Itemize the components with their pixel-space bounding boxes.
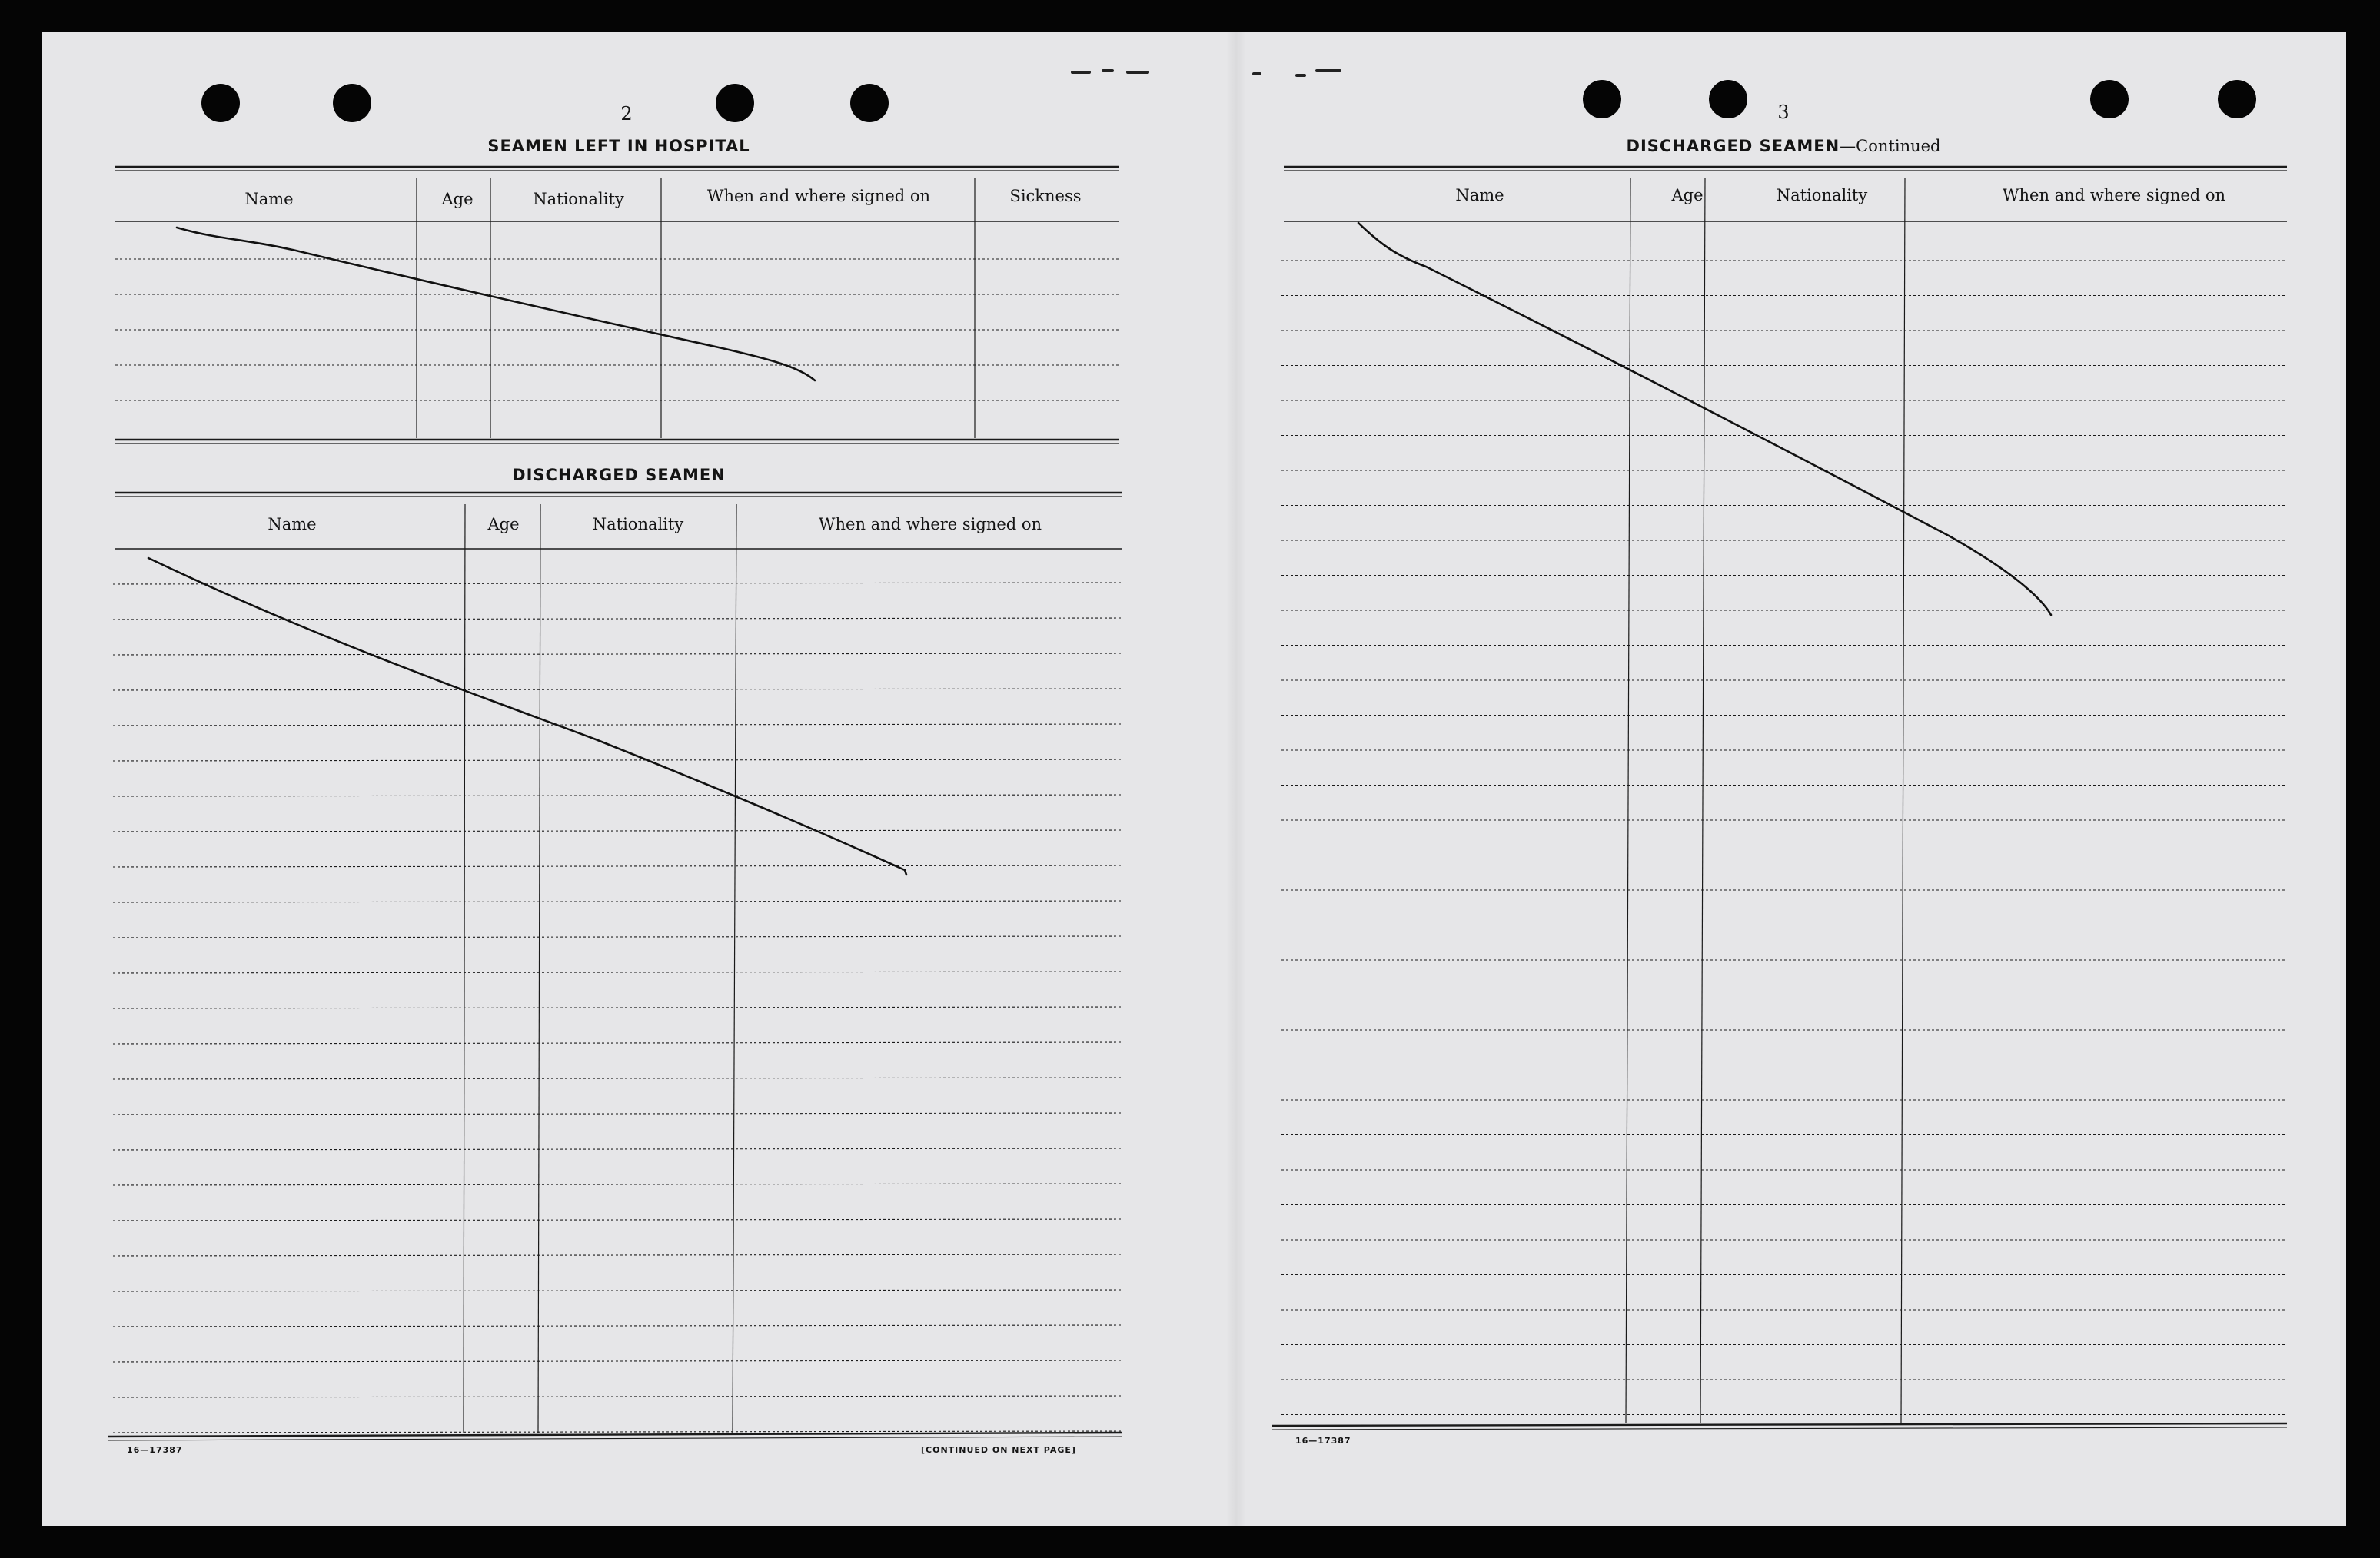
discharged-dotted-row — [113, 1078, 1122, 1079]
page-number-right: 3 — [1777, 101, 1790, 123]
right-col-age: Age — [1671, 186, 1704, 204]
page-number-left: 2 — [620, 103, 633, 125]
discharged-col-age: Age — [487, 515, 520, 533]
hospital-cancel-stroke — [177, 228, 815, 380]
discharged-col-divider — [538, 504, 540, 1433]
discharged-bottom-rule — [108, 1437, 1122, 1440]
right-col-nationality: Nationality — [1776, 186, 1868, 204]
discharged-col-nationality: Nationality — [592, 515, 684, 533]
discharged-dotted-row — [113, 1325, 1122, 1327]
discharged-dotted-row — [113, 1148, 1122, 1150]
right-section-title-suffix: —Continued — [1840, 137, 1941, 155]
discharged-dotted-row — [113, 724, 1122, 726]
discharged-dotted-row — [113, 759, 1122, 761]
right-bottom-rule — [1272, 1427, 2287, 1430]
discharged-bottom-rule — [108, 1433, 1122, 1437]
discharged-dotted-row — [113, 1396, 1122, 1397]
discharged-dotted-row — [113, 1184, 1122, 1185]
discharged-dotted-row — [113, 901, 1122, 902]
hospital-col-name: Name — [244, 190, 294, 208]
discharged-dotted-row — [113, 1290, 1122, 1291]
discharged-dotted-row — [113, 865, 1122, 867]
discharged-dotted-row — [113, 830, 1122, 832]
discharged-dotted-row — [113, 795, 1122, 796]
discharged-section-title: DISCHARGED SEAMEN — [512, 466, 726, 484]
discharged-col-divider — [733, 504, 736, 1433]
discharged-dotted-row — [113, 1219, 1122, 1221]
discharged-dotted-row — [113, 689, 1122, 690]
discharged-dotted-row — [113, 583, 1122, 584]
discharged-col-divider — [464, 504, 465, 1433]
hospital-col-signed-on: When and where signed on — [706, 187, 931, 205]
discharged-dotted-row — [113, 1254, 1122, 1256]
form-number-left: 16—17387 — [127, 1445, 183, 1455]
right-section-title-main: DISCHARGED SEAMEN — [1626, 137, 1840, 155]
discharged-dotted-row — [113, 1007, 1122, 1008]
discharged-dotted-row — [113, 653, 1122, 655]
hospital-section-title: SEAMEN LEFT IN HOSPITAL — [487, 137, 750, 155]
discharged-col-name: Name — [268, 515, 317, 533]
discharged-dotted-row — [113, 1360, 1122, 1362]
ledger-rulings — [42, 32, 2346, 1526]
discharged-dotted-row — [113, 1042, 1122, 1044]
hospital-col-nationality: Nationality — [533, 190, 624, 208]
discharged-dotted-row — [113, 936, 1122, 938]
right-bottom-rule — [1272, 1423, 2287, 1426]
right-col-signed-on: When and where signed on — [2002, 186, 2226, 204]
discharged-cancel-stroke — [148, 558, 906, 875]
discharged-dotted-row — [113, 972, 1122, 973]
discharged-dotted-row — [113, 618, 1122, 620]
ledger-sheet — [42, 32, 2346, 1526]
hospital-col-age: Age — [441, 190, 474, 208]
right-col-name: Name — [1455, 186, 1504, 204]
hospital-col-sickness: Sickness — [1009, 187, 1082, 205]
ruled-lines — [108, 167, 2287, 1440]
discharged-col-signed-on: When and where signed on — [818, 515, 1042, 533]
continued-note: [CONTINUED ON NEXT PAGE] — [921, 1445, 1076, 1455]
discharged-dotted-row — [113, 1113, 1122, 1115]
form-number-right: 16—17387 — [1295, 1436, 1351, 1446]
